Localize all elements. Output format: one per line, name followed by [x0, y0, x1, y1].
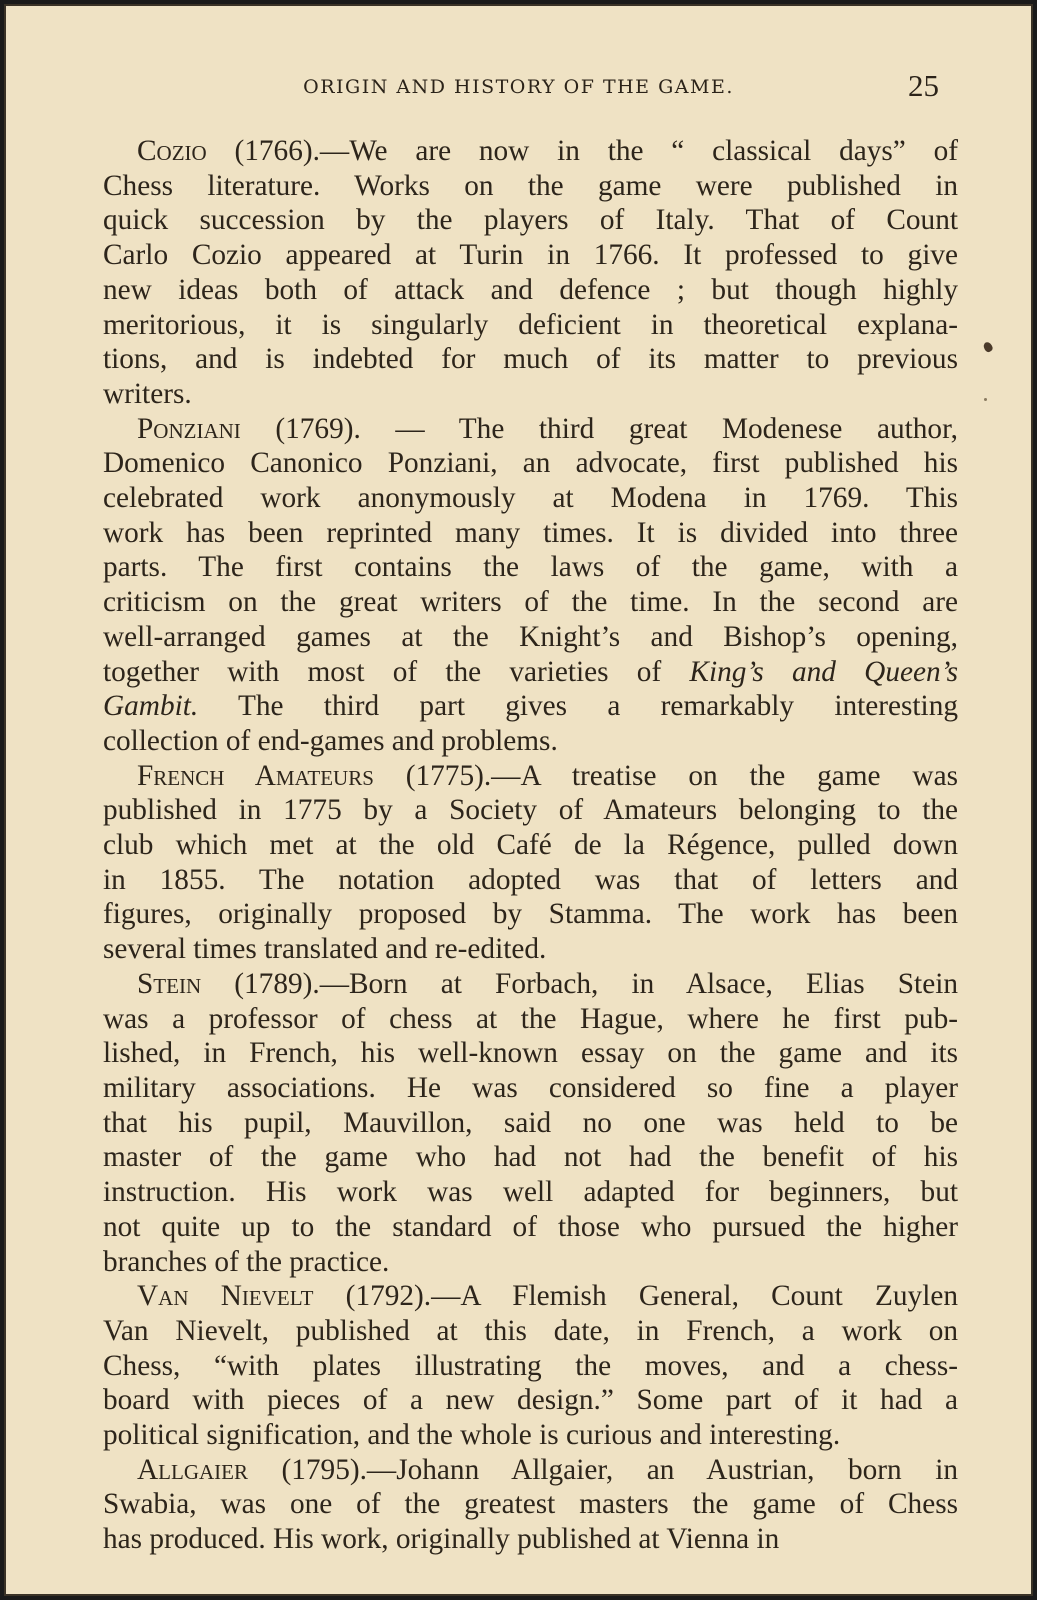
book-page [4, 4, 1033, 1596]
entry-heading: French Amateurs [137, 759, 374, 792]
text-line [103, 134, 958, 169]
text-line [103, 655, 958, 690]
line-text: writers. [103, 377, 192, 410]
text-line [103, 342, 958, 377]
line-text: Domenico Canonico Ponziani, an advocate, first published his [103, 447, 958, 480]
italic-text: Gambit. [103, 690, 199, 723]
body-text [103, 134, 958, 1557]
line-text: together with most of the varieties of [103, 655, 690, 688]
line-text: well-arranged games at the Knight’s and Bishop’s opening, [103, 620, 958, 653]
line-text: board with pieces of a new design.” Some part of it had a [103, 1384, 958, 1417]
line-text: (1792).—A Flemish General, Count Zuylen [313, 1280, 958, 1313]
line-text: work has been reprinted many times. It is divided into three [103, 516, 958, 549]
line-text: (1795).—Johann Allgaier, an Austrian, born in [247, 1453, 958, 1486]
text-line [103, 863, 958, 898]
line-text: (1766).—We are now in the “ classical days” of [206, 135, 958, 167]
line-text: in 1855. The notation adopted was that of letters and [103, 863, 958, 896]
line-text: military associations. He was considered so fine a player [103, 1071, 958, 1104]
line-text: figures, originally proposed by Stamma. The work has been [103, 898, 958, 931]
text-line [103, 1487, 958, 1522]
text-line [103, 932, 958, 967]
running-head [6, 68, 1031, 108]
line-text: new ideas both of attack and defence ; but though highly [103, 273, 958, 306]
paragraph [103, 967, 958, 1279]
text-line [103, 481, 958, 516]
text-line [103, 446, 958, 481]
line-text: was a professor of chess at the Hague, where he first pub- [103, 1002, 958, 1035]
line-text: master of the game who had not had the benefit of his [103, 1141, 958, 1174]
text-line [103, 169, 958, 204]
line-text: several times translated and re-edited. [103, 933, 547, 966]
running-title: ORIGIN AND HISTORY OF THE GAME. [303, 76, 734, 98]
line-text: that his pupil, Mauvillon, said no one was held to be [103, 1106, 958, 1139]
text-line [103, 897, 958, 932]
line-text: Carlo Cozio appeared at Turin in 1766. It professed to give [103, 239, 958, 272]
text-line [103, 689, 958, 724]
line-text: Swabia, was one of the greatest masters the game of Chess [103, 1488, 958, 1521]
text-line [103, 308, 958, 343]
text-line [103, 1418, 958, 1453]
line-text: (1789).—Born at Forbach, in Alsace, Elias Stein [201, 967, 958, 1000]
line-text: parts. The first contains the laws of the game, with a [103, 551, 958, 584]
text-line [103, 1140, 958, 1175]
text-line [103, 793, 958, 828]
line-text: tions, and is indebted for much of its matter to previous [103, 343, 958, 376]
line-text: Van Nievelt, published at this date, in French, a work on [103, 1314, 958, 1347]
entry-heading: Allgaier [137, 1453, 248, 1486]
text-line [103, 1210, 958, 1245]
ink-dot [984, 398, 987, 401]
text-line [103, 724, 958, 759]
text-line [103, 1349, 958, 1384]
text-line [103, 1245, 958, 1280]
text-line [103, 273, 958, 308]
text-line [103, 1453, 958, 1488]
text-line [103, 550, 958, 585]
text-line [103, 1522, 958, 1557]
text-line [103, 203, 958, 238]
text-line [103, 1175, 958, 1210]
line-text: political signification, and the whole is curious and interesting. [103, 1419, 841, 1452]
paragraph [103, 759, 958, 967]
line-text: instruction. His work was well adapted for beginners, but [103, 1176, 958, 1209]
text-line [103, 585, 958, 620]
line-text: quick succession by the players of Italy. That of Count [103, 204, 958, 237]
text-line [103, 1002, 958, 1037]
line-text: (1769). — The third great Modenese author, [240, 412, 958, 445]
text-line [103, 828, 958, 863]
text-line [103, 967, 958, 1002]
italic-text: King’s and Queen’s [689, 655, 959, 688]
paragraph [103, 1453, 958, 1557]
paragraph [103, 134, 958, 412]
line-text: not quite up to the standard of those who pursued the higher [103, 1210, 958, 1243]
text-line [103, 759, 958, 794]
line-text: has produced. His work, originally published at Vienna in [103, 1523, 780, 1556]
text-line [103, 516, 958, 551]
line-text: published in 1775 by a Society of Amateurs belonging to the [103, 794, 958, 827]
text-line [103, 1036, 958, 1071]
text-line [103, 1279, 958, 1314]
text-line [103, 412, 958, 447]
text-line [103, 620, 958, 655]
paragraph [103, 412, 958, 759]
line-text: criticism on the great writers of the time. In the second are [103, 586, 958, 619]
text-line [103, 1071, 958, 1106]
text-line [103, 1383, 958, 1418]
ink-speck [982, 341, 994, 354]
line-text: club which met at the old Café de la Régence, pulled down [103, 829, 958, 862]
entry-heading: Van Nievelt [137, 1280, 314, 1313]
line-text: The third part gives a remarkably interesting [198, 690, 958, 723]
line-text: (1775).—A treatise on the game was [373, 759, 958, 792]
line-text: meritorious, it is singularly deficient in theoretical explana- [103, 308, 958, 341]
line-text: Chess, “with plates illustrating the moves, and a chess- [103, 1349, 958, 1382]
line-text: collection of end-games and problems. [103, 724, 558, 757]
entry-heading: Ponziani [137, 412, 241, 445]
line-text: lished, in French, his well-known essay on the game and its [103, 1037, 958, 1070]
paragraph [103, 1279, 958, 1453]
line-text: Chess literature. Works on the game were published in [103, 169, 958, 202]
entry-heading: Cozio [137, 135, 207, 167]
text-line [103, 1106, 958, 1141]
line-text: celebrated work anonymously at Modena in 1769. This [103, 482, 958, 515]
text-line [103, 377, 958, 412]
entry-heading: Stein [137, 967, 202, 1000]
line-text: branches of the practice. [103, 1245, 390, 1278]
text-line [103, 238, 958, 273]
text-line [103, 1314, 958, 1349]
page-number: 25 [908, 68, 939, 103]
